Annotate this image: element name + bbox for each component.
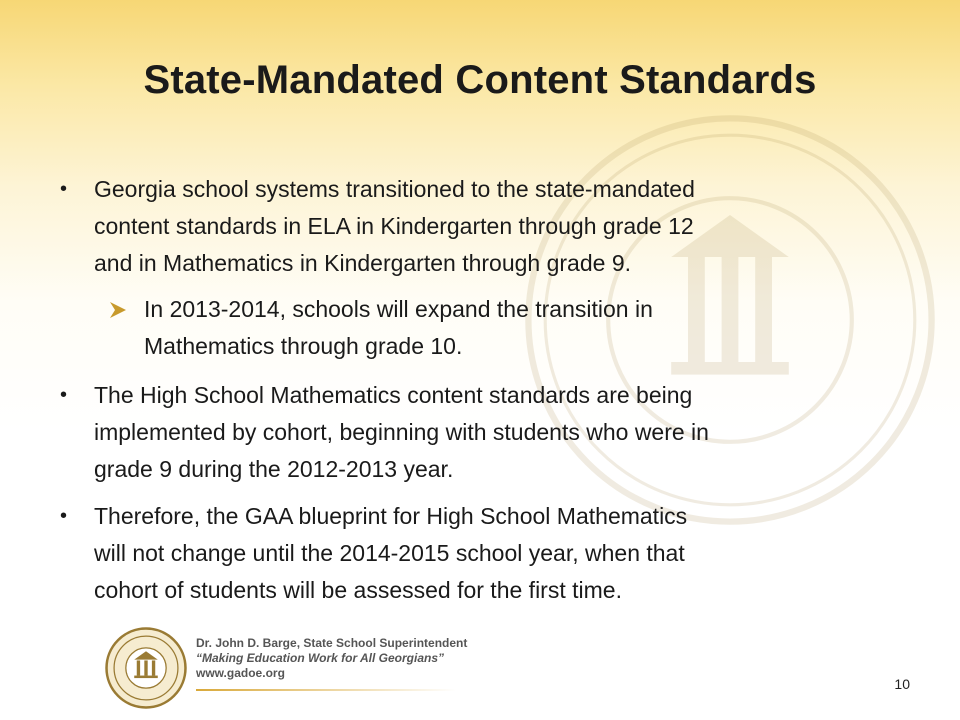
bullet-text: Georgia school systems transitioned to the state-mandated content standards in ELA in Kindergarten through grade 12 and in Mathematics in Kindergarten through grade 9. (94, 176, 695, 276)
round-bullet-icon: • (60, 178, 68, 200)
bullet-item (60, 377, 910, 488)
round-bullet-icon: • (60, 505, 68, 527)
footer-credits (196, 636, 526, 681)
arrow-bullet-icon (108, 300, 128, 320)
slide-title: State-Mandated Content Standards (143, 58, 817, 102)
footer-motto: “Making Education Work for All Georgians” (196, 651, 445, 665)
footer-divider (196, 689, 456, 691)
page-number: 10 (894, 676, 910, 692)
bullet-text: The High School Mathematics content standards are being implemented by cohort, beginning with students who were in grade 9 during the 2012-2013 year. (94, 382, 709, 482)
superintendent-name: Dr. John D. Barge, State School Superintendent (196, 636, 468, 650)
round-bullet-icon: • (60, 384, 68, 406)
georgia-doe-seal-icon (104, 626, 188, 710)
sub-bullet-text: In 2013-2014, schools will expand the transition in Mathematics through grade 10. (144, 296, 653, 359)
footer-url[interactable]: www.gadoe.org (196, 666, 285, 680)
bullet-text: Therefore, the GAA blueprint for High School Mathematics will not change until the 2014-2015 school year, when that cohort of students will be assessed for the first time. (94, 503, 688, 603)
sub-bullet-item (108, 291, 898, 365)
bullet-item (60, 498, 910, 609)
bullet-item (60, 171, 910, 282)
